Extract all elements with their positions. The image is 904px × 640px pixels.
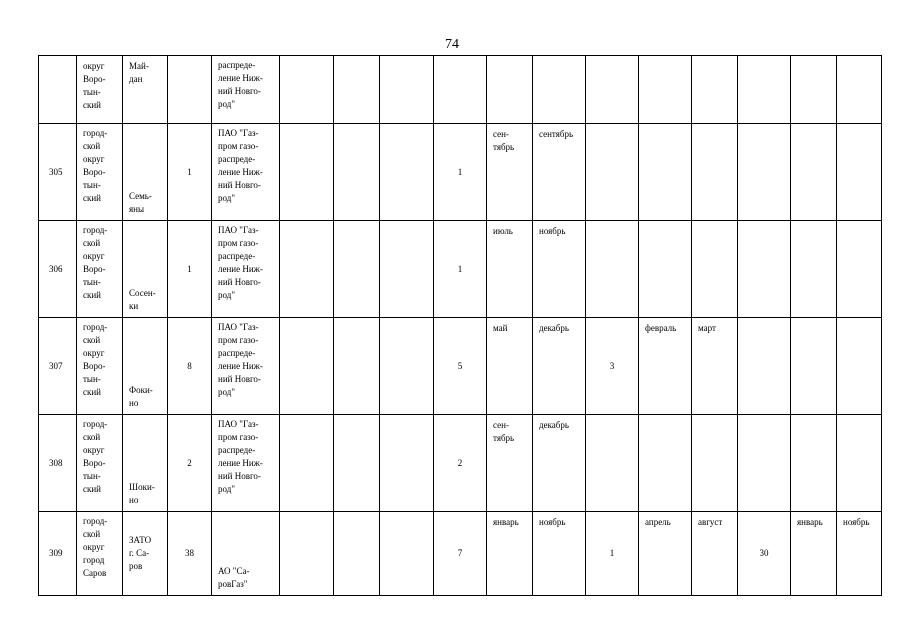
cell-district: город- ской округ город Саров	[77, 512, 123, 596]
cell-c11	[586, 56, 639, 124]
cell-c16	[837, 221, 882, 318]
cell-c5	[280, 221, 334, 318]
cell-c13	[692, 415, 738, 512]
cell-num: 307	[39, 318, 77, 415]
cell-c5	[280, 124, 334, 221]
cell-c11: 3	[586, 318, 639, 415]
cell-locality: Сосен- ки	[123, 221, 168, 318]
cell-c5	[280, 318, 334, 415]
cell-district: город- ской округ Воро- тын- ский	[77, 124, 123, 221]
cell-c6	[334, 124, 380, 221]
cell-c8: 1	[434, 124, 487, 221]
table-row	[39, 221, 882, 318]
cell-num: 308	[39, 415, 77, 512]
cell-c16	[837, 415, 882, 512]
cell-c6	[334, 318, 380, 415]
cell-c10	[533, 56, 586, 124]
cell-c9: сен- тябрь	[487, 124, 533, 221]
cell-org: ПАО "Газ- пром газо- распреде- ление Ниж- ний Новго- род"	[212, 221, 280, 318]
cell-c7	[380, 221, 434, 318]
cell-c8: 1	[434, 221, 487, 318]
cell-c16: ноябрь	[837, 512, 882, 596]
cell-count: 8	[168, 318, 212, 415]
cell-c13	[692, 221, 738, 318]
gasification-table	[38, 55, 882, 596]
cell-org: ПАО "Газ- пром газо- распреде- ление Ниж- ний Новго- род"	[212, 318, 280, 415]
cell-district: город- ской округ Воро- тын- ский	[77, 415, 123, 512]
cell-num: 309	[39, 512, 77, 596]
cell-locality: Май- дан	[123, 56, 168, 124]
cell-c10: декабрь	[533, 318, 586, 415]
cell-c12	[639, 415, 692, 512]
cell-c9: сен- тябрь	[487, 415, 533, 512]
cell-org: распреде- ление Ниж- ний Новго- род"	[212, 56, 280, 124]
table-row	[39, 512, 882, 596]
cell-c14	[738, 124, 791, 221]
cell-c9: май	[487, 318, 533, 415]
cell-c7	[380, 124, 434, 221]
cell-c13: август	[692, 512, 738, 596]
cell-c7	[380, 56, 434, 124]
cell-c13	[692, 56, 738, 124]
cell-c12	[639, 124, 692, 221]
cell-c7	[380, 512, 434, 596]
cell-org: ПАО "Газ- пром газо- распреде- ление Ниж- ний Новго- род"	[212, 415, 280, 512]
cell-c11: 1	[586, 512, 639, 596]
cell-count: 1	[168, 124, 212, 221]
cell-c16	[837, 124, 882, 221]
cell-c11	[586, 124, 639, 221]
page-number: 74	[445, 37, 459, 52]
cell-c5	[280, 512, 334, 596]
cell-c8	[434, 56, 487, 124]
cell-num	[39, 56, 77, 124]
cell-locality: Семь- яны	[123, 124, 168, 221]
cell-locality: Фоки- но	[123, 318, 168, 415]
cell-c9: июль	[487, 221, 533, 318]
cell-district: город- ской округ Воро- тын- ский	[77, 318, 123, 415]
cell-c7	[380, 318, 434, 415]
cell-c6	[334, 512, 380, 596]
table-row	[39, 124, 882, 221]
cell-c12: апрель	[639, 512, 692, 596]
cell-count: 1	[168, 221, 212, 318]
cell-c14	[738, 221, 791, 318]
cell-c13: март	[692, 318, 738, 415]
cell-c9	[487, 56, 533, 124]
cell-c14: 30	[738, 512, 791, 596]
cell-c15: январь	[791, 512, 837, 596]
cell-locality: ЗАТО г. Са- ров	[123, 512, 168, 596]
cell-c16	[837, 56, 882, 124]
cell-c6	[334, 415, 380, 512]
cell-district: округ Воро- тын- ский	[77, 56, 123, 124]
cell-c9: январь	[487, 512, 533, 596]
cell-c8: 2	[434, 415, 487, 512]
cell-org: ПАО "Газ- пром газо- распреде- ление Ниж- ний Новго- род"	[212, 124, 280, 221]
cell-c8: 5	[434, 318, 487, 415]
cell-c10: сентябрь	[533, 124, 586, 221]
cell-c12: февраль	[639, 318, 692, 415]
cell-c5	[280, 56, 334, 124]
cell-count: 38	[168, 512, 212, 596]
cell-c11	[586, 415, 639, 512]
cell-c15	[791, 56, 837, 124]
cell-c10: декабрь	[533, 415, 586, 512]
cell-c16	[837, 318, 882, 415]
cell-c10: ноябрь	[533, 221, 586, 318]
cell-num: 306	[39, 221, 77, 318]
cell-c13	[692, 124, 738, 221]
table-row	[39, 56, 882, 124]
cell-c10: ноябрь	[533, 512, 586, 596]
cell-c5	[280, 415, 334, 512]
cell-c14	[738, 318, 791, 415]
cell-c15	[791, 415, 837, 512]
cell-c8: 7	[434, 512, 487, 596]
cell-c15	[791, 221, 837, 318]
cell-c6	[334, 221, 380, 318]
table-row	[39, 415, 882, 512]
cell-c7	[380, 415, 434, 512]
cell-count	[168, 56, 212, 124]
cell-district: город- ской округ Воро- тын- ский	[77, 221, 123, 318]
cell-c14	[738, 56, 791, 124]
cell-c15	[791, 318, 837, 415]
cell-c14	[738, 415, 791, 512]
table-row	[39, 318, 882, 415]
cell-num: 305	[39, 124, 77, 221]
cell-org: АО "Са- ровГаз"	[212, 512, 280, 596]
cell-c6	[334, 56, 380, 124]
cell-c11	[586, 221, 639, 318]
cell-count: 2	[168, 415, 212, 512]
cell-c12	[639, 56, 692, 124]
cell-c15	[791, 124, 837, 221]
cell-locality: Шоки- но	[123, 415, 168, 512]
cell-c12	[639, 221, 692, 318]
